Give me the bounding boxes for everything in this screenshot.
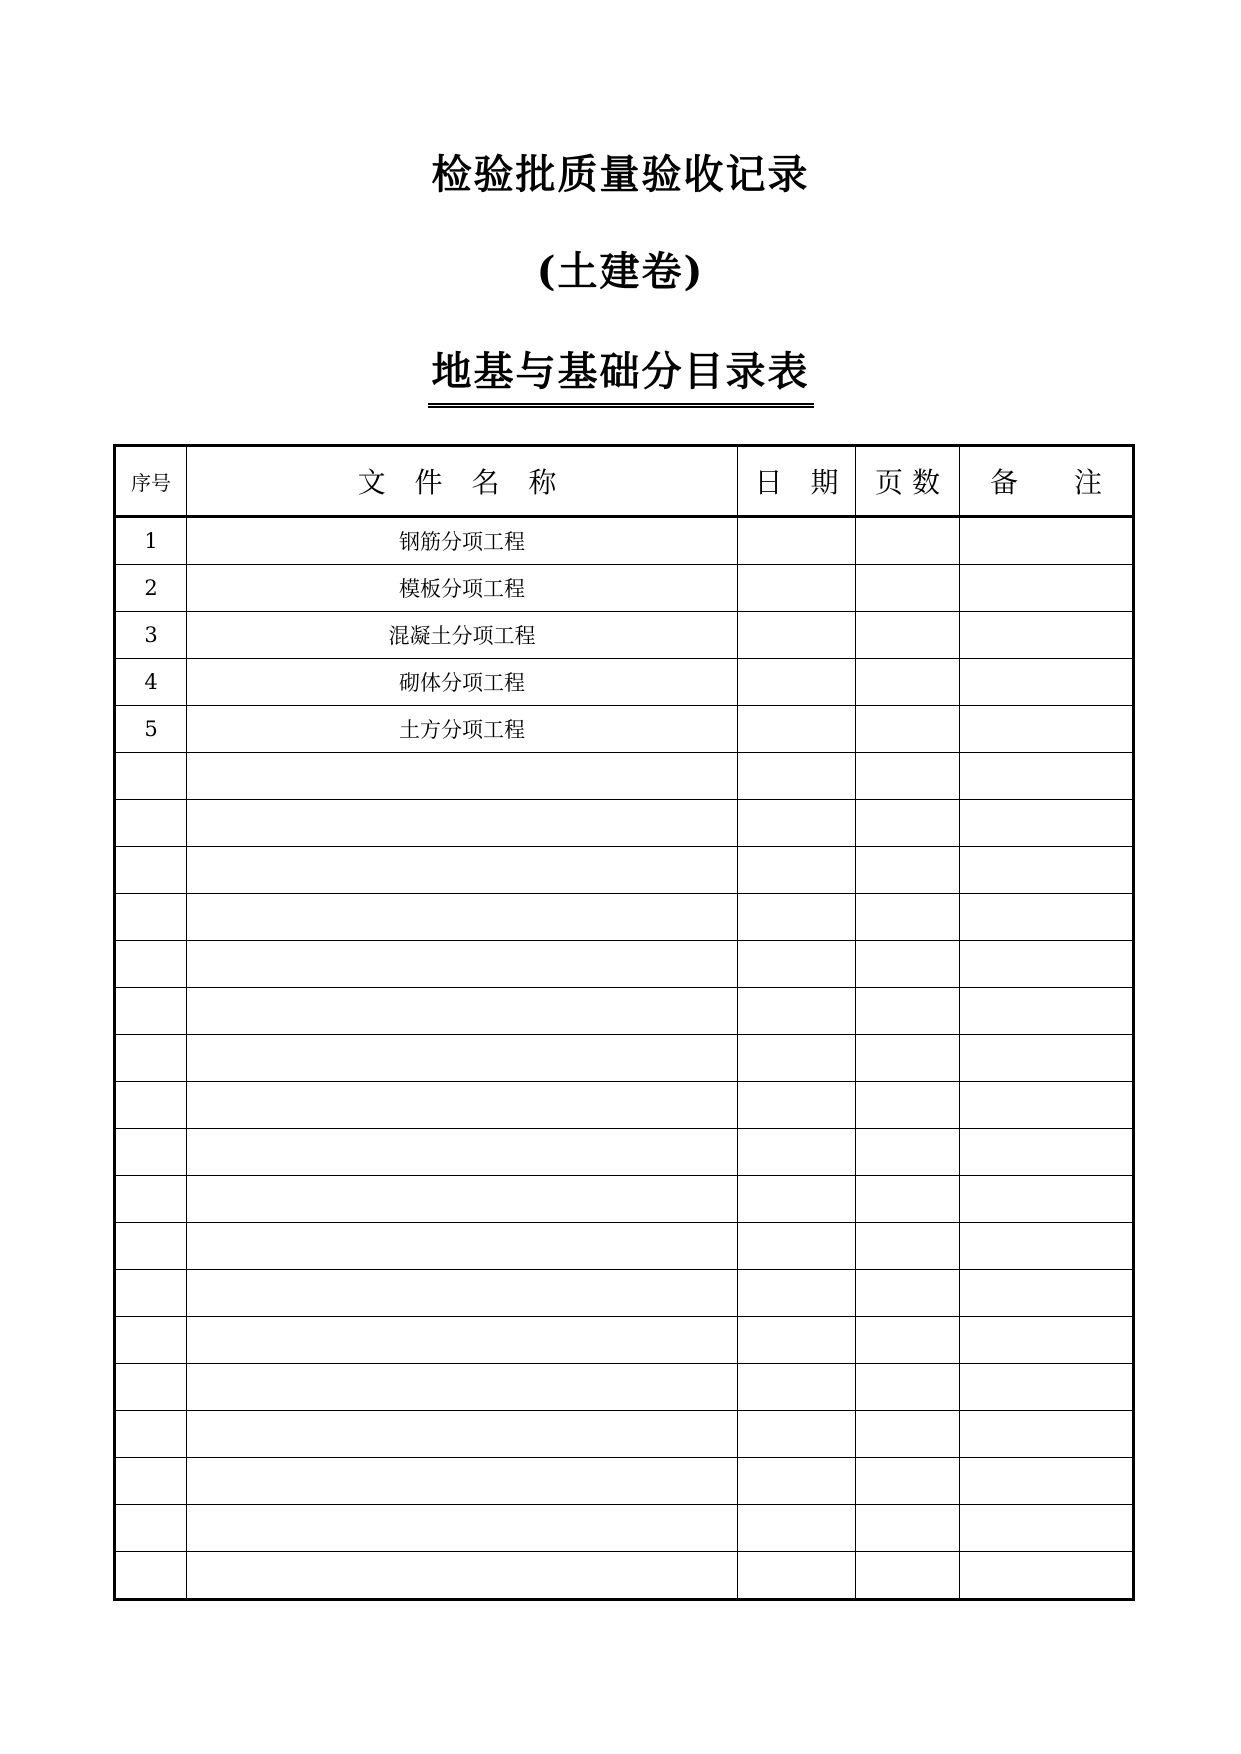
header-document-name: 文 件 名 称 [187,446,738,517]
cell-date [738,706,856,753]
table-row [115,612,1134,659]
cell-remarks [960,517,1134,565]
directory-table [113,444,1135,1601]
cell-page-count [856,517,960,565]
cell-serial-no [115,1505,187,1552]
cell-serial-no [115,1411,187,1458]
cell-date [738,565,856,612]
cell-serial-no [115,988,187,1035]
cell-document-name: 钢筋分项工程 [187,517,738,565]
table-row [115,1082,1134,1129]
header-remarks: 备 注 [960,446,1134,517]
cell-page-count [856,894,960,941]
cell-serial-no [115,894,187,941]
cell-date [738,517,856,565]
table-row [115,517,1134,565]
cell-remarks [960,894,1134,941]
cell-document-name [187,847,738,894]
cell-document-name [187,1364,738,1411]
cell-serial-no [115,847,187,894]
cell-page-count [856,847,960,894]
cell-date [738,988,856,1035]
cell-document-name [187,753,738,800]
cell-remarks [960,1223,1134,1270]
cell-page-count [856,1364,960,1411]
table-row [115,1505,1134,1552]
cell-date [738,1035,856,1082]
directory-title: 地基与基础分目录表 [428,340,814,408]
cell-document-name: 模板分项工程 [187,565,738,612]
table-row [115,1552,1134,1600]
table-row [115,1317,1134,1364]
table-row [115,847,1134,894]
cell-remarks [960,988,1134,1035]
cell-document-name [187,1035,738,1082]
cell-remarks [960,753,1134,800]
cell-page-count [856,753,960,800]
cell-remarks [960,847,1134,894]
cell-page-count [856,1176,960,1223]
cell-page-count [856,1270,960,1317]
table-row [115,1364,1134,1411]
cell-remarks [960,706,1134,753]
cell-date [738,1270,856,1317]
cell-remarks [960,612,1134,659]
cell-date [738,612,856,659]
cell-page-count [856,941,960,988]
cell-date [738,800,856,847]
cell-remarks [960,1552,1134,1600]
table-row [115,988,1134,1035]
cell-serial-no: 2 [115,565,187,612]
cell-page-count [856,659,960,706]
cell-date [738,1176,856,1223]
cell-remarks [960,1458,1134,1505]
cell-remarks [960,1176,1134,1223]
cell-serial-no [115,800,187,847]
cell-date [738,1364,856,1411]
table-row [115,1129,1134,1176]
directory-title-wrapper [0,340,1241,408]
cell-serial-no [115,1176,187,1223]
cell-date [738,753,856,800]
cell-page-count [856,1082,960,1129]
cell-serial-no [115,1552,187,1600]
cell-page-count [856,800,960,847]
cell-serial-no [115,1458,187,1505]
table-row [115,565,1134,612]
cell-remarks [960,1364,1134,1411]
cell-remarks [960,1505,1134,1552]
cell-document-name [187,1411,738,1458]
cell-document-name [187,1082,738,1129]
cell-page-count [856,612,960,659]
table-row [115,1270,1134,1317]
cell-document-name [187,1552,738,1600]
cell-page-count [856,565,960,612]
cell-page-count [856,1129,960,1176]
cell-remarks [960,659,1134,706]
header-page-count: 页 数 [856,446,960,517]
cell-date [738,659,856,706]
cell-date [738,1223,856,1270]
cell-remarks [960,941,1134,988]
cell-serial-no: 3 [115,612,187,659]
document-subtitle: (土建卷) [536,248,705,295]
table-row [115,1176,1134,1223]
cell-serial-no [115,941,187,988]
table-body [115,517,1134,1600]
cell-date [738,941,856,988]
cell-document-name: 砌体分项工程 [187,659,738,706]
cell-document-name [187,1270,738,1317]
cell-date [738,1082,856,1129]
cell-document-name [187,1129,738,1176]
cell-page-count [856,988,960,1035]
cell-remarks [960,1035,1134,1082]
document-title: 检验批质量验收记录 [431,151,810,198]
cell-serial-no: 5 [115,706,187,753]
cell-remarks [960,565,1134,612]
cell-date [738,1458,856,1505]
cell-page-count [856,1458,960,1505]
table-row [115,894,1134,941]
cell-document-name [187,941,738,988]
table-row [115,706,1134,753]
cell-date [738,1129,856,1176]
cell-document-name [187,894,738,941]
table-row [115,1458,1134,1505]
cell-serial-no [115,1082,187,1129]
cell-serial-no: 4 [115,659,187,706]
cell-serial-no [115,1223,187,1270]
cell-document-name: 混凝土分项工程 [187,612,738,659]
cell-serial-no [115,1035,187,1082]
cell-remarks [960,1317,1134,1364]
cell-date [738,1505,856,1552]
cell-serial-no [115,753,187,800]
cell-serial-no [115,1129,187,1176]
table-row [115,941,1134,988]
cell-document-name [187,1223,738,1270]
header-serial-no: 序号 [115,446,187,517]
table-row [115,753,1134,800]
cell-document-name [187,800,738,847]
cell-document-name [187,1505,738,1552]
cell-serial-no [115,1270,187,1317]
cell-date [738,847,856,894]
cell-page-count [856,1411,960,1458]
table-header-row [115,446,1134,517]
table-row [115,1411,1134,1458]
cell-document-name [187,1176,738,1223]
cell-remarks [960,1082,1134,1129]
cell-serial-no [115,1317,187,1364]
cell-remarks [960,1270,1134,1317]
table-row [115,800,1134,847]
table-row [115,1035,1134,1082]
cell-serial-no [115,1364,187,1411]
cell-document-name [187,1317,738,1364]
cell-remarks [960,1129,1134,1176]
cell-page-count [856,1223,960,1270]
cell-date [738,894,856,941]
header-date: 日 期 [738,446,856,517]
cell-date [738,1317,856,1364]
cell-date [738,1411,856,1458]
table-row [115,659,1134,706]
cell-document-name [187,1458,738,1505]
cell-remarks [960,1411,1134,1458]
cell-page-count [856,1317,960,1364]
cell-page-count [856,1505,960,1552]
cell-document-name: 土方分项工程 [187,706,738,753]
cell-document-name [187,988,738,1035]
cell-page-count [856,1552,960,1600]
cell-page-count [856,706,960,753]
cell-serial-no: 1 [115,517,187,565]
cell-page-count [856,1035,960,1082]
table-row [115,1223,1134,1270]
cell-remarks [960,800,1134,847]
cell-date [738,1552,856,1600]
